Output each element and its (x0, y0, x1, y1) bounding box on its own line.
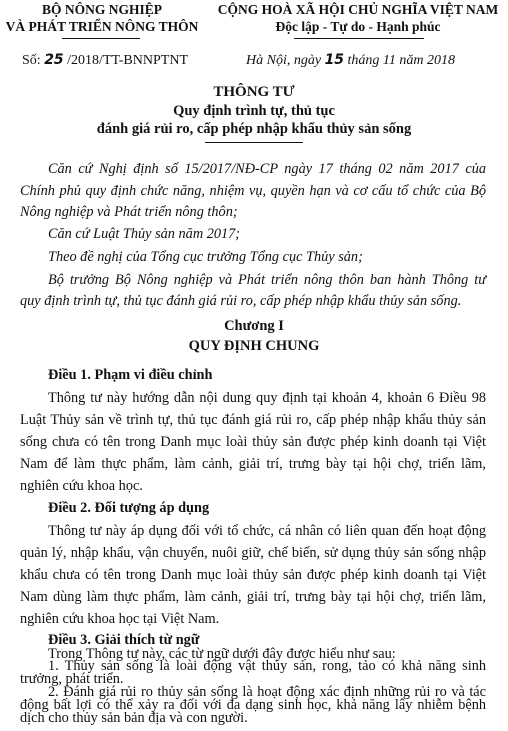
article-text-line: 1. Thủy sản sống là loài động vật thủy sản, rong, tảo có khả năng sinh (48, 658, 486, 674)
preamble-line: Căn cứ Nghị định số 15/2017/NĐ-CP ngày 17 tháng 02 năm 2017 của (48, 161, 486, 177)
document-subject-line1: Quy định trình tự, thủ tục (173, 103, 335, 119)
article-text-line: Nam để làm thực phẩm, làm cảnh, giải trí, trưng bày tại hội chợ, triển lãm, (20, 456, 486, 472)
article-heading: Điều 3. Giải thích từ ngữ (48, 632, 200, 648)
article-text-line: Nam dùng làm thực phẩm, làm cảnh, giải trí, trưng bày tại hội chợ, triển lãm, (20, 589, 486, 605)
article-text-line: 2. Đánh giá rủi ro thủy sản sống là hoạt động xác định những rủi ro và tác (48, 684, 486, 700)
chapter-title: QUY ĐỊNH CHUNG (188, 338, 320, 354)
country-motto: Độc lập - Tự do - Hạnh phúc (275, 19, 441, 34)
preamble-line: Căn cứ Luật Thủy sản năm 2017; (48, 226, 241, 242)
title-underline (205, 142, 303, 143)
ministry-name-line2: VÀ PHÁT TRIỂN NÔNG THÔN (5, 19, 199, 34)
article-text-line: nghiên cứu khoa học tại Việt Nam. (20, 611, 220, 627)
document-number (22, 52, 188, 69)
preamble-line: Nông nghiệp và Phát triển nông thôn; (20, 204, 238, 220)
article-text-line: Thông tư này hướng dẫn nội dung quy định tại khoản 4, khoản 6 Điều 98 (48, 390, 486, 406)
preamble-line: quy định trình tự, thủ tục đánh giá rủi ro, cấp phép nhập khẩu thủy sản sống. (20, 293, 462, 309)
article-text-line: quản lý, nhập khẩu, vận chuyển, nuôi giữ, chế biến, sử dụng thủy sản sống nhập (20, 545, 486, 561)
date-suffix: tháng 11 năm 2018 (347, 53, 456, 68)
article-heading: Điều 2. Đối tượng áp dụng (48, 500, 210, 516)
article-text-line: động bất lợi có thể xảy ra đối với đa dạng sinh học, khả năng lây nhiễm bệnh (20, 697, 486, 713)
article-text-line: nghiên cứu khoa học. (20, 478, 143, 494)
ministry-underline (62, 38, 140, 39)
article-text-line: Luật Thủy sản về trình tự, thủ tục đánh giá rủi ro, cấp phép nhập khẩu thủy sản (20, 412, 486, 428)
handwritten-number: 25 (44, 52, 64, 68)
ministry-name-line1: BỘ NÔNG NGHIỆP (41, 2, 162, 17)
country-name: CỘNG HOÀ XÃ HỘI CHỦ NGHĨA VIỆT NAM (217, 2, 499, 17)
preamble-line: Bộ trưởng Bộ Nông nghiệp và Phát triển nông thôn ban hành Thông tư (48, 272, 486, 288)
chapter-number: Chương I (224, 318, 284, 334)
article-text-line: dịch cho thủy sản bản địa và con người. (20, 710, 248, 726)
article-text-line: Thông tư này áp dụng đối với tổ chức, cá nhân có liên quan đến hoạt động (48, 523, 486, 539)
article-text-line: khẩu chưa có tên trong Danh mục loài thủy sản được phép kinh doanh tại Việt (20, 567, 486, 583)
preamble-line: Theo đề nghị của Tổng cục trưởng Tổng cục Thủy sản; (48, 249, 363, 265)
handwritten-day: 15 (324, 52, 345, 68)
document-type: THÔNG TƯ (213, 84, 295, 100)
article-text-line: sống chưa có tên trong Danh mục loài thủy sản được phép kinh doanh tại Việt (20, 434, 486, 450)
document-subject-line2: đánh giá rủi ro, cấp phép nhập khẩu thủy sản sống (96, 121, 412, 137)
document-date (246, 52, 455, 69)
number-prefix: Số: (22, 53, 41, 68)
article-text-line: trưởng, phát triển. (20, 671, 124, 687)
number-suffix: /2018/TT-BNNPTNT (67, 53, 188, 68)
article-text-line: Trong Thông tư này, các từ ngữ dưới đây được hiểu như sau: (48, 646, 396, 662)
date-prefix: Hà Nội, ngày (246, 53, 322, 68)
motto-underline (294, 38, 424, 39)
article-heading: Điều 1. Phạm vi điều chỉnh (48, 367, 213, 383)
preamble-line: Chính phủ quy định chức năng, nhiệm vụ, quyền hạn và cơ cấu tổ chức của Bộ (20, 183, 486, 199)
